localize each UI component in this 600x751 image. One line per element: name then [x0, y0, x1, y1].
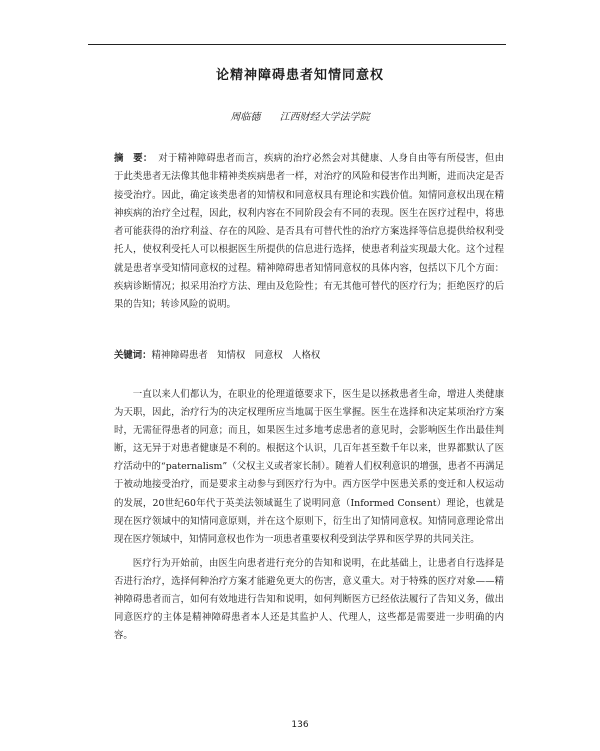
top-rule [88, 44, 506, 45]
body-text [114, 386, 504, 651]
abstract-text: 对于精神障碍患者而言，疾病的治疗必然会对其健康、人身自由等有所侵害，但由于此类患者无法像其他非精神类疾病患者一样，对治疗的风险和侵害作出判断，进而决定是否接受治疗。因此，确定该类患者的知情权和同意权具有理论和实践价值。知情同意权出现在精神疾病的治疗全过程，因此，权利内容在不同阶段会有不同的表现。医生在医疗过程中，将患者可能获得的治疗利益、存在的风险、是否具有可替代性的治疗方案选择等信息提供给权利受托人，使权利受托人可以根据医生所提供的信息进行选择，使患者利益实现最大化。这个过程就是患者享受知情同意权的过程。精神障碍患者知情同意权的具体内容，包括以下几个方面：疾病诊断情况；拟采用治疗方法、理由及危险性；有无其他可替代的医疗行为；拒绝医疗的后果的告知；转诊风险的说明。 [114, 153, 504, 311]
keywords [114, 348, 504, 364]
author-name: 周临德 [230, 112, 261, 123]
body-paragraph: 医疗行为开始前，由医生向患者进行充分的告知和说明，在此基础上，让患者自行选择是否进行治疗，选择何种治疗方案才能避免更大的伤害，意义重大。对于特殊的医疗对象——精神障碍患者而言，如何有效地进行告知和说明，如何判断医方已经依法履行了告知义务，做出同意医疗的主体是精神障碍患者本人还是其监护人、代理人，这些都是需要进一步明确的内容。 [114, 557, 504, 642]
paper-title: 论精神障碍患者知情同意权 [215, 68, 384, 83]
keywords-text: 精神障碍患者 知情权 同意权 人格权 [151, 350, 321, 361]
abstract [114, 150, 504, 315]
abstract-label: 摘 要： [114, 153, 153, 164]
author-affiliation: 江西财经大学法学院 [279, 112, 370, 123]
page-number: 136 [291, 720, 309, 730]
body-paragraph: 一直以来人们都认为，在职业的伦理道德要求下，医生是以拯救患者生命，增进人类健康为天职，因此，治疗行为的决定权理所应当地属于医生掌握。医生在选择和决定某项治疗方案时，无需征得患者的同意；而且，如果医生过多地考虑患者的意见时，会影响医生作出最佳判断，这无异于对患者健康是不利的。根据这个认识，几百年甚至数千年以来，世界都默认了医疗活动中的“paternalism”（父权主义或者家长制）。随着人们权利意识的增强，患者不再满足于被动地接受治疗，而是要求主动参与到医疗行为中。西方医学中医患关系的变迁和人权运动的发展，20世纪60年代于英美法领域诞生了说明同意（Informed Consent）理论，也就是现在医疗领域中的知情同意原则，并在这个原则下，衍生出了知情同意权。知情同意理论常出现在医疗领域中，知情同意权也作为一项患者重要权利受到法学界和医学界的共同关注。 [114, 389, 504, 545]
byline [0, 108, 600, 123]
keywords-label: 关键词： [114, 350, 152, 361]
